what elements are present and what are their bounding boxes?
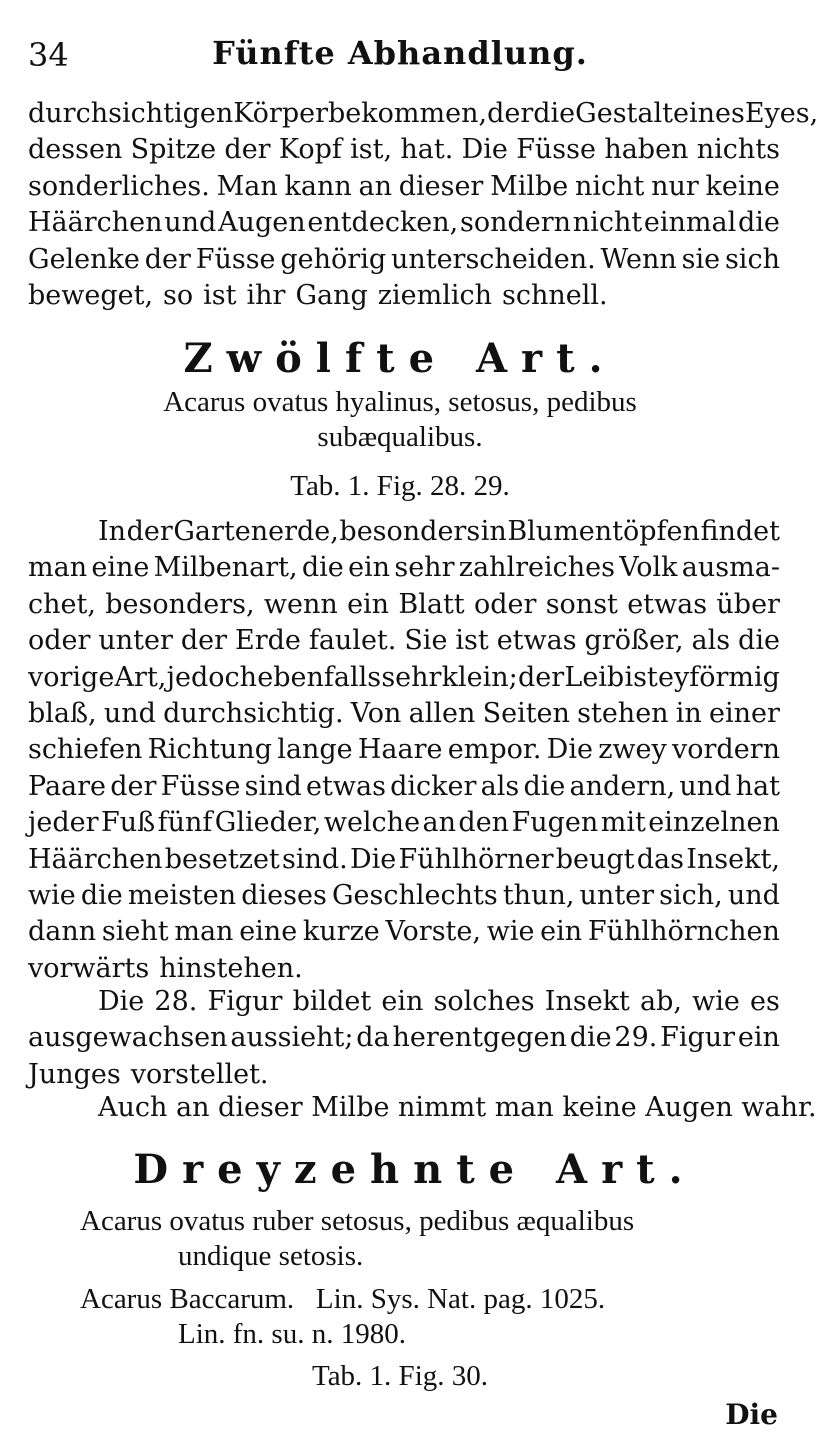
word: beweget, <box>28 279 154 311</box>
word: und <box>679 770 732 802</box>
text-line <box>28 951 780 987</box>
word: nur <box>651 170 699 202</box>
text-line <box>28 805 780 841</box>
word: unterscheiden. <box>390 243 596 275</box>
word: In <box>98 516 127 547</box>
word: ebenfalls <box>257 661 382 693</box>
paragraph-12a <box>28 514 780 987</box>
text-line <box>28 587 780 623</box>
word: sieht <box>101 916 169 948</box>
word: nicht <box>572 207 643 239</box>
word: ausgewachsen <box>28 1022 228 1054</box>
text-line <box>28 878 780 914</box>
text-line <box>28 623 780 659</box>
section-13-heading: Dreyzehnte Art. <box>133 1146 697 1193</box>
word: etwas <box>306 770 386 802</box>
word: sonst <box>545 588 618 620</box>
word: den <box>458 807 510 839</box>
word: Glieder, <box>214 807 322 839</box>
word: ausma- <box>681 552 780 584</box>
word: vordern <box>672 734 780 766</box>
word: keine <box>705 170 780 202</box>
word: Häärchen <box>28 843 163 875</box>
word: größer, <box>584 625 684 657</box>
word: Fühlhörnchen <box>587 916 780 948</box>
text-line <box>28 1020 780 1056</box>
word: schnell. <box>502 279 608 311</box>
word: Insekt, <box>686 843 780 875</box>
word: Füsse <box>516 134 597 166</box>
word: ist <box>203 279 237 311</box>
word: sehr <box>394 552 455 584</box>
word: allen <box>408 697 476 729</box>
text-line <box>28 278 780 314</box>
word: 28. <box>154 986 198 1017</box>
section-13-synonym-line-2: Lin. fn. su. n. 1980. <box>178 1318 406 1350</box>
word: besonders <box>339 516 481 547</box>
word: bildet <box>292 986 372 1017</box>
paragraph-12c-text: Auch an dieser Milbe nimmt man keine Augen wahr. <box>98 1092 817 1123</box>
word: Milbe <box>490 170 569 202</box>
word: hinstehen. <box>159 952 303 984</box>
word: wenn <box>263 588 338 620</box>
word: Richtung <box>147 734 272 766</box>
text-line <box>28 205 780 241</box>
section-13-latin-line-1: Acarus ovatus ruber setosus, pedibus æqualibus <box>80 1205 635 1237</box>
word: man <box>174 916 234 948</box>
word: Man <box>216 170 278 202</box>
word: eines <box>672 98 745 129</box>
word: Haare <box>357 734 443 766</box>
word: Fühlhörner <box>398 843 554 875</box>
text-line <box>28 514 780 550</box>
word: gehörig <box>280 243 387 275</box>
word: etwas <box>627 588 708 620</box>
word: Von <box>350 697 402 729</box>
word: ein <box>540 916 583 948</box>
section-13-synonym-line-1: Acarus Baccarum. Lin. Sys. Nat. pag. 1025. <box>80 1283 606 1315</box>
word: unter <box>579 879 655 911</box>
section-12-latin-line-2: subæqualibus. <box>317 421 483 453</box>
word: Sie <box>404 625 448 657</box>
word: lange <box>277 734 353 766</box>
word: meisten <box>127 879 237 911</box>
word: die <box>738 207 780 239</box>
word: vorige <box>28 661 115 693</box>
word: sind. <box>282 843 348 875</box>
word: Junges <box>28 1058 121 1090</box>
section-12-tab-reference: Tab. 1. Fig. 28. 29. <box>290 470 510 502</box>
word: entdecken, <box>307 207 459 239</box>
catchword: Die <box>725 1398 778 1431</box>
word: ein <box>348 552 391 584</box>
word: herentgegen <box>392 1022 567 1054</box>
word: der <box>224 134 271 166</box>
word: kann <box>284 170 352 202</box>
word: jeder <box>28 807 99 839</box>
word: der <box>110 770 157 802</box>
word: Blatt <box>398 588 465 620</box>
word: oder <box>473 588 537 620</box>
section-13-latin-line-2: undique setosis. <box>178 1240 364 1272</box>
text-line <box>28 732 780 768</box>
word: Leib <box>564 661 625 693</box>
word: vorstellet. <box>130 1058 269 1090</box>
word: fünf <box>157 807 213 839</box>
word: Die <box>98 986 145 1017</box>
word: ist <box>455 625 489 657</box>
word: besonders, <box>105 588 255 620</box>
word: findet <box>700 516 780 547</box>
text-line <box>28 550 780 586</box>
word: ziemlich <box>377 279 493 311</box>
word: Füsse <box>160 770 241 802</box>
text-line <box>28 660 780 696</box>
word: und <box>727 879 780 911</box>
word: ist <box>624 661 658 693</box>
word: kurze <box>302 916 380 948</box>
word: einmal <box>643 207 737 239</box>
text-line <box>28 842 780 878</box>
word: einer <box>709 697 780 729</box>
word: dann <box>28 916 97 948</box>
word: nicht <box>575 170 645 202</box>
word: das <box>636 843 684 875</box>
word: jedoch <box>166 661 258 693</box>
word: Füsse <box>195 243 276 275</box>
text-line <box>28 1057 780 1093</box>
word: Fugen <box>511 807 599 839</box>
word: Gartenerde, <box>173 516 339 547</box>
word: der <box>180 625 228 657</box>
word: beugt <box>555 843 635 875</box>
word: andern, <box>569 770 676 802</box>
word: so <box>163 279 194 311</box>
word: Volk <box>619 552 678 584</box>
word: schiefen <box>28 734 143 766</box>
word: Geschlechts <box>331 879 498 911</box>
word: die <box>523 770 566 802</box>
word: dicker <box>390 770 477 802</box>
word: nichts <box>696 134 780 166</box>
word: eine <box>239 916 298 948</box>
word: als <box>691 625 731 657</box>
section-12-latin-line-1: Acarus ovatus hyalinus, setosus, pedibus <box>163 386 637 418</box>
section-13-tab-reference: Tab. 1. Fig. 30. <box>312 1360 488 1392</box>
word: Vorste, <box>385 916 481 948</box>
word: man <box>28 552 88 584</box>
word: bekommen, <box>328 98 488 129</box>
word: die <box>80 879 123 911</box>
word: an <box>358 170 392 202</box>
word: Fuß <box>100 807 156 839</box>
word: faulet. <box>308 625 397 657</box>
word: dieser <box>398 170 484 202</box>
word: eyförmig <box>658 661 780 693</box>
word: zwey <box>598 734 667 766</box>
word: ein <box>381 986 424 1017</box>
word: der <box>144 243 191 275</box>
word: es <box>750 986 780 1017</box>
word: blaß, <box>28 697 97 729</box>
word: dieses <box>241 879 327 911</box>
word: Die <box>546 734 593 766</box>
word: stehen <box>577 697 669 729</box>
word: sehr <box>381 661 442 693</box>
word: in <box>480 516 507 547</box>
text-line <box>28 96 818 132</box>
word: ist, <box>350 134 393 166</box>
word: Milbenart, <box>153 552 298 584</box>
word: die <box>738 625 780 657</box>
word: an <box>422 807 456 839</box>
word: Blumentöpfen <box>507 516 700 547</box>
word: die <box>533 98 576 129</box>
word: solches <box>433 986 535 1017</box>
word: hat <box>735 770 780 802</box>
word: in <box>675 697 702 729</box>
word: Gelenke <box>28 243 140 275</box>
text-line <box>28 242 780 278</box>
word: über <box>716 588 780 620</box>
word: einzelnen <box>648 807 780 839</box>
text-line <box>28 914 780 950</box>
word: Paare <box>28 770 107 802</box>
word: Insekt <box>544 986 630 1017</box>
word: hat. <box>400 134 454 166</box>
word: da <box>356 1022 390 1054</box>
word: Häärchen <box>28 207 163 239</box>
word: Gestalt <box>575 98 673 129</box>
word: Figur <box>660 1022 736 1054</box>
word: Eyes, <box>744 98 818 129</box>
word: sonderliches. <box>28 170 210 202</box>
word: durchsichtig. <box>163 697 344 729</box>
word: der <box>487 98 534 129</box>
word: oder <box>28 625 91 657</box>
word: dessen <box>28 134 123 166</box>
paragraph-12b <box>28 984 780 1093</box>
word: und <box>103 697 156 729</box>
word: als <box>480 770 520 802</box>
word: etwas <box>496 625 577 657</box>
word: empor. <box>447 734 542 766</box>
text-line <box>28 696 780 732</box>
word: Die <box>350 843 397 875</box>
word: wie <box>692 986 740 1017</box>
word: die <box>569 1022 612 1054</box>
word: Erde <box>234 625 301 657</box>
word: welche <box>323 807 421 839</box>
word: sondern <box>460 207 572 239</box>
word: Die <box>461 134 508 166</box>
word: wie <box>486 916 535 948</box>
word: ihr <box>246 279 286 311</box>
word: Augen <box>218 207 306 239</box>
text-line <box>28 132 780 168</box>
section-12-heading: Zwölfte Art. <box>183 335 617 382</box>
word: Art, <box>114 661 167 693</box>
word: thun, <box>502 879 575 911</box>
word: sind <box>244 770 302 802</box>
word: vorwärts <box>28 952 150 984</box>
paragraph-intro <box>28 96 818 314</box>
word: aussieht; <box>230 1022 354 1054</box>
word: 29. <box>614 1022 658 1054</box>
word: Spitze <box>130 134 217 166</box>
word: Seiten <box>482 697 570 729</box>
word: ein <box>347 588 390 620</box>
word: der <box>518 661 565 693</box>
running-head: Fünfte Abhandlung. <box>212 34 588 72</box>
word: die <box>301 552 344 584</box>
word: chet, <box>28 588 96 620</box>
word: Figur <box>207 986 283 1017</box>
word: sich, <box>659 879 723 911</box>
word: Körper <box>233 98 329 129</box>
word: sich <box>724 243 780 275</box>
word: Kopf <box>278 134 342 166</box>
word: der <box>126 516 173 547</box>
text-line <box>28 169 780 205</box>
word: durchsichtigen <box>28 98 234 129</box>
word: wie <box>28 879 76 911</box>
word: ein <box>737 1022 780 1054</box>
word: sie <box>681 243 721 275</box>
word: zahlreiches <box>458 552 615 584</box>
word: und <box>164 207 217 239</box>
word: besetzet <box>164 843 280 875</box>
word: unter <box>98 625 173 657</box>
text-line <box>28 984 780 1020</box>
word: Wenn <box>600 243 677 275</box>
word: ab, <box>640 986 683 1017</box>
word: eine <box>91 552 150 584</box>
page-number: 34 <box>28 36 69 74</box>
word: mit <box>600 807 646 839</box>
text-line <box>28 769 780 805</box>
word: haben <box>604 134 689 166</box>
word: klein; <box>441 661 518 693</box>
paragraph-12c <box>28 1090 817 1126</box>
word: Gang <box>295 279 368 311</box>
